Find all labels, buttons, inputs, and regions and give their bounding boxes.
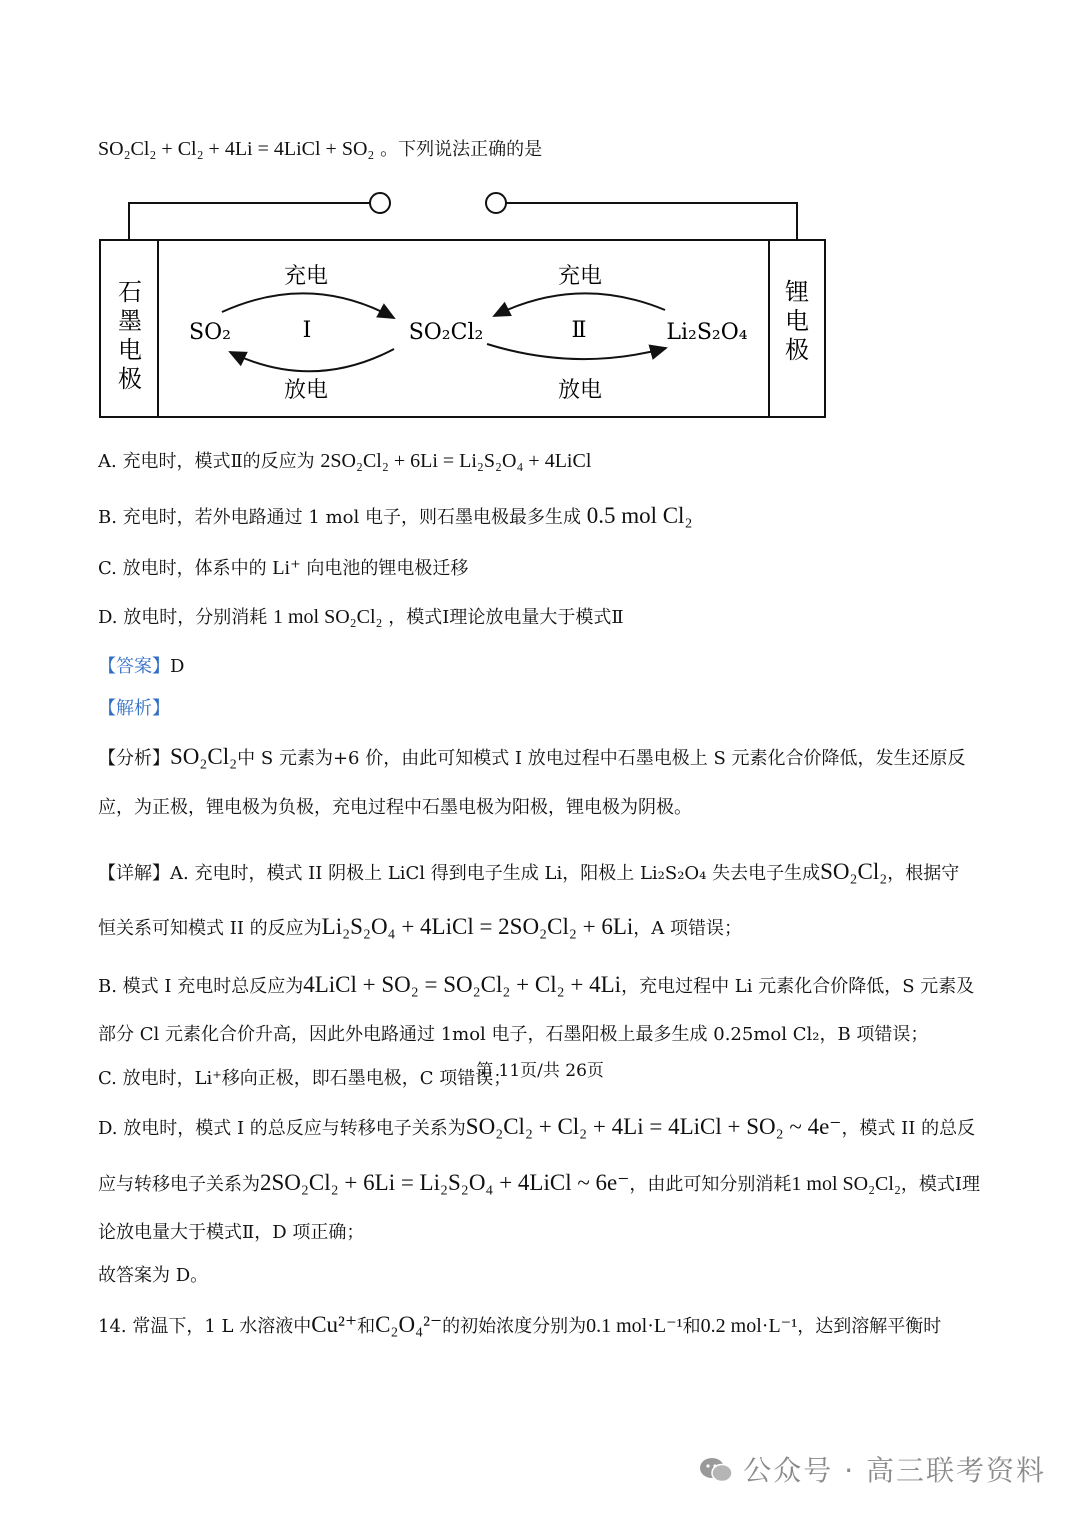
q14-formula-cu: Cu²⁺ (311, 1312, 358, 1337)
detail-d-line-2 (98, 1170, 980, 1198)
fenxi-line-1 (98, 744, 966, 772)
option-b-formula: 0.5 mol Cl₂ (586, 503, 693, 528)
discharge-label-1: 放电 (283, 378, 329, 403)
q14-text-4: 和 (682, 1316, 701, 1337)
detail-c-line: C. 放电时，Li⁺移向正极，即石墨电极，C 项错误； (98, 1068, 512, 1089)
answer-value: D (170, 656, 185, 677)
charge-label-1: 充电 (283, 264, 329, 289)
option-d (98, 604, 624, 631)
detail-a-line-2 (98, 914, 742, 942)
detail-b-line-1 (98, 972, 974, 1000)
option-d-formula: 1 mol SO₂Cl₂ (272, 606, 383, 628)
answer-label: 【答案】 (98, 656, 170, 677)
detail-d2-formula-2: 1 mol SO₂Cl₂ (791, 1173, 901, 1195)
detail-d2-formula: 2SO₂Cl₂ + 6Li = Li₂S₂O₄ + 4LiCl ~ 6e⁻ (260, 1170, 630, 1195)
charge-label-2: 充电 (557, 264, 603, 289)
mode-2-label: Ⅱ (571, 318, 587, 343)
conclusion-line: 故答案为 D。 (98, 1265, 209, 1286)
option-b (98, 503, 692, 531)
arrow-discharge-2 (487, 344, 666, 359)
species-li2s2o4: Li₂S₂O₄ (666, 320, 748, 345)
wechat-icon (699, 1456, 733, 1484)
option-a (98, 448, 591, 475)
detail-d2-mid: ，由此可知分别消耗 (629, 1174, 792, 1195)
analysis-label: 【解析】 (98, 698, 170, 719)
detail-a2-formula: Li₂S₂O₄ + 4LiCl = 2SO₂Cl₂ + 6Li (321, 914, 634, 939)
q14-conc-1: 0.1 mol·L⁻¹ (586, 1315, 683, 1337)
mode-1-label: I (302, 318, 312, 343)
option-c-formula: Li⁺ (272, 557, 301, 579)
detail-a2-text: 恒关系可知模式 II 的反应为 (98, 918, 322, 939)
intro-question: 。下列说法正确的是 (380, 139, 543, 160)
battery-diagram (0, 0, 1080, 430)
detail-b-line-2: 部分 Cl 元素化合价升高，因此外电路通过 1mol 电子，石墨阳极上最多生成 0.25mol Cl₂，B 项错误； (98, 1024, 929, 1045)
option-c (98, 555, 468, 582)
watermark (699, 1449, 1046, 1489)
detail-b1-formula: 4LiCl + SO₂ = SO₂Cl₂ + Cl₂ + 4Li (303, 972, 622, 997)
detail-d1-tail: ，模式 II 的总反 (841, 1118, 976, 1139)
fenxi-formula: SO₂Cl₂ (170, 744, 238, 769)
arrow-charge-2 (494, 293, 665, 316)
q14-formula-oxalate: C₂O₄²⁻ (375, 1312, 443, 1337)
graphite-electrode-label: 石墨电极 (118, 278, 142, 393)
fenxi-label: 【分析】 (98, 748, 170, 769)
option-a-formula: 2SO₂Cl₂ + 6Li = Li₂S₂O₄ + 4LiCl (320, 450, 592, 472)
terminal-right (486, 193, 506, 213)
answer-line (98, 654, 184, 680)
option-c-tail: 向电池的锂电极迁移 (306, 558, 469, 579)
option-c-text: C. 放电时，体系中的 (98, 558, 267, 579)
detail-a2-tail: ，A 项错误； (633, 918, 742, 939)
page-number: 第 11页/共 26页 (476, 1061, 604, 1081)
terminal-left (370, 193, 390, 213)
question-14 (98, 1312, 941, 1340)
q14-text-2: 和 (357, 1316, 376, 1337)
q14-text-1: 14. 常温下，1 L 水溶液中 (98, 1316, 312, 1337)
arrow-discharge-1 (230, 349, 394, 371)
q14-conc-2: 0.2 mol·L⁻¹ (700, 1315, 798, 1337)
watermark-text: 公众号 · 高三联考资料 (743, 1454, 1046, 1487)
species-so2cl2: SO₂Cl₂ (408, 320, 484, 345)
fenxi-text-1: 中 S 元素为+6 价，由此可知模式 I 放电过程中石墨电极上 S 元素化合价降低，发生还原反 (237, 748, 966, 769)
lithium-electrode-label: 锂电极 (785, 278, 809, 364)
detail-d-line-1 (98, 1114, 975, 1142)
option-b-text: B. 充电时，若外电路通过 1 mol 电子，则石墨电极最多生成 (98, 507, 581, 528)
detail-d1-text: D. 放电时，模式 I 的总反应与转移电子关系为 (98, 1118, 466, 1139)
option-d-tail: ，模式Ⅰ理论放电量大于模式Ⅱ (388, 607, 624, 628)
detail-a1-tail: ，根据守 (887, 863, 960, 884)
option-a-text: A. 充电时，模式Ⅱ的反应为 (98, 451, 315, 472)
detail-b1-text: B. 模式 I 充电时总反应为 (98, 976, 304, 997)
q14-text-3: 的初始浓度分别为 (442, 1316, 587, 1337)
detail-d1-formula: SO₂Cl₂ + Cl₂ + 4Li = 4LiCl + SO₂ ~ 4e⁻ (465, 1114, 842, 1139)
external-circuit-wire (129, 203, 797, 240)
fenxi-line-2: 应，为正极，锂电极为负极，充电过程中石墨电极为阳极，锂电极为阴极。 (98, 797, 692, 818)
detail-a-line-1 (98, 859, 959, 887)
detail-label: 【详解】 (98, 863, 170, 884)
discharge-label-2: 放电 (557, 378, 603, 403)
detail-a1-text: A. 充电时，模式 II 阴极上 LiCl 得到电子生成 Li，阳极上 Li₂S₂O₄ 失去电子生成 (170, 863, 821, 884)
option-d-text: D. 放电时，分别消耗 (98, 607, 268, 628)
detail-d2-text: 应与转移电子关系为 (98, 1174, 260, 1195)
q14-text-5: ，达到溶解平衡时 (797, 1316, 942, 1337)
detail-d2-tail: ，模式Ⅰ理 (900, 1174, 981, 1195)
intro-equation: SO₂Cl₂ + Cl₂ + 4Li = 4LiCl + SO₂ (98, 138, 375, 160)
detail-b1-tail: ，充电过程中 Li 元素化合价降低，S 元素及 (621, 976, 975, 997)
arrow-charge-1 (222, 293, 394, 318)
detail-d-line-3: 论放电量大于模式Ⅱ，D 项正确； (98, 1222, 365, 1243)
detail-a1-formula: SO₂Cl₂ (820, 859, 888, 884)
species-so2: SO₂ (189, 320, 231, 345)
